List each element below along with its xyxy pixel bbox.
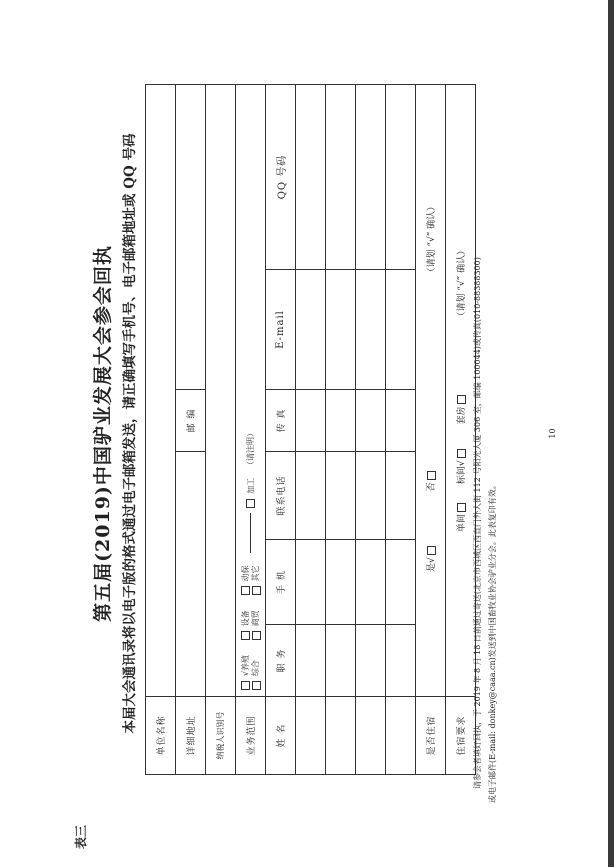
contact-row xyxy=(326,85,356,775)
table-cell[interactable] xyxy=(386,625,416,697)
no-checkbox[interactable] xyxy=(427,471,436,480)
table-cell[interactable] xyxy=(296,85,326,270)
table-cell[interactable] xyxy=(356,540,386,625)
unit-name-row xyxy=(146,85,176,775)
table-cell[interactable] xyxy=(296,540,326,625)
lodging-label: 是否住宿 xyxy=(416,697,446,775)
table-cell[interactable] xyxy=(356,452,386,540)
table-cell[interactable] xyxy=(356,697,386,775)
room-label: 住宿要求 xyxy=(446,697,476,775)
email-header: E-mail xyxy=(266,270,296,390)
option-label: 综合 xyxy=(250,660,260,677)
other-fill-line[interactable] xyxy=(250,513,251,553)
table-cell[interactable] xyxy=(296,452,326,540)
option-label: 动保 xyxy=(240,565,250,582)
table-cell[interactable] xyxy=(386,540,416,625)
fax-header: 传 真 xyxy=(266,390,296,452)
postcode-label: 邮 编 xyxy=(176,390,206,452)
unit-name-label: 单位名称 xyxy=(146,697,176,775)
page-title: 第五届(2019)中国驴业发展大会参会回执 xyxy=(92,245,114,622)
table-cell[interactable] xyxy=(356,85,386,270)
notes xyxy=(470,29,500,803)
option-label: 设备 xyxy=(240,610,250,627)
table-cell[interactable] xyxy=(326,625,356,697)
standard-checkbox[interactable] xyxy=(457,449,466,458)
business-scope-row xyxy=(236,85,266,775)
business-option-3[interactable] xyxy=(239,566,263,598)
no-label: 否 xyxy=(427,482,437,492)
table-cell[interactable] xyxy=(386,85,416,270)
contact-row xyxy=(356,85,386,775)
standard-label: 标间√ xyxy=(457,460,467,485)
confirm-hint: （请划 “√” 确认） xyxy=(427,201,437,277)
address-row xyxy=(176,85,206,775)
checkbox[interactable] xyxy=(252,681,261,690)
phone-header: 联系电话 xyxy=(266,452,296,540)
table-cell[interactable] xyxy=(296,390,326,452)
option-label: 商贸 xyxy=(250,610,260,627)
qq-header: QQ 号码 xyxy=(266,85,296,270)
mobile-header: 手 机 xyxy=(266,540,296,625)
table-cell[interactable] xyxy=(386,390,416,452)
note-line-1: 请参会者填好回执，于 2019 年 8 月 18 日前通过寄送(北京市西城区西直门外大街 112 号阳光大厦 306 室，邮编 100044)或传真(010-88388300) xyxy=(473,257,482,789)
checkbox[interactable] xyxy=(252,586,261,595)
option-label: 其它 xyxy=(250,565,260,582)
business-scope-options xyxy=(236,85,266,697)
position-header: 职 务 xyxy=(266,625,296,697)
confirm-hint: （请划 “√” 确认） xyxy=(457,245,467,321)
yes-label: 是√ xyxy=(427,557,437,572)
table-cell[interactable] xyxy=(296,625,326,697)
processing-checkbox[interactable] xyxy=(246,499,255,508)
table-cell[interactable] xyxy=(386,697,416,775)
note-line-2: 或电子邮件(E-mail: donkey@caaa.cn)发送到中国畜牧业协会驴业分会。此表复印有效。 xyxy=(488,481,497,803)
postcode-field[interactable] xyxy=(176,85,206,390)
business-scope-label: 业务范围 xyxy=(236,697,266,775)
address-label: 详细地址 xyxy=(176,697,206,775)
suite-label: 套房 xyxy=(457,406,467,425)
contact-header-row xyxy=(266,85,296,775)
table-cell[interactable] xyxy=(326,390,356,452)
business-option-1[interactable] xyxy=(239,655,263,692)
option-label: √养殖 xyxy=(240,655,250,677)
checkbox[interactable] xyxy=(241,631,250,640)
business-option-2[interactable] xyxy=(239,610,263,642)
contact-row xyxy=(296,85,326,775)
unit-name-field[interactable] xyxy=(146,85,176,697)
yes-checkbox[interactable] xyxy=(427,546,436,555)
registration-form xyxy=(145,84,476,775)
table-cell[interactable] xyxy=(326,697,356,775)
page-subtitle: 本届大会通讯录将以电子版的格式通过电子邮箱发送，请正确填写手机号、电子邮箱地址或 QQ 号码 xyxy=(122,133,138,734)
suite-checkbox[interactable] xyxy=(457,395,466,404)
table-cell[interactable] xyxy=(296,697,326,775)
processing-label: 加工 xyxy=(246,477,255,494)
table-cell[interactable] xyxy=(386,270,416,390)
page-number: 10 xyxy=(548,428,557,439)
address-field[interactable] xyxy=(176,452,206,697)
tax-id-field[interactable] xyxy=(206,85,236,697)
tax-id-row xyxy=(206,85,236,775)
checkbox[interactable] xyxy=(241,586,250,595)
table-cell[interactable] xyxy=(296,270,326,390)
single-label: 单间 xyxy=(457,513,467,532)
name-header: 姓 名 xyxy=(266,697,296,775)
checkbox[interactable] xyxy=(252,631,261,640)
table-cell[interactable] xyxy=(356,390,386,452)
lodging-row xyxy=(416,85,446,775)
note-hint: （请注明） xyxy=(246,429,255,470)
table-cell[interactable] xyxy=(326,85,356,270)
table-cell[interactable] xyxy=(326,270,356,390)
table-cell[interactable] xyxy=(326,540,356,625)
tax-id-label: 纳税人识别号 xyxy=(206,697,236,775)
lodging-options xyxy=(416,85,446,697)
checkbox[interactable] xyxy=(241,681,250,690)
contact-row xyxy=(386,85,416,775)
table-cell[interactable] xyxy=(356,270,386,390)
single-checkbox[interactable] xyxy=(457,503,466,512)
table-label: 表三 xyxy=(74,824,88,849)
table-cell[interactable] xyxy=(326,452,356,540)
table-cell[interactable] xyxy=(386,452,416,540)
table-cell[interactable] xyxy=(356,625,386,697)
